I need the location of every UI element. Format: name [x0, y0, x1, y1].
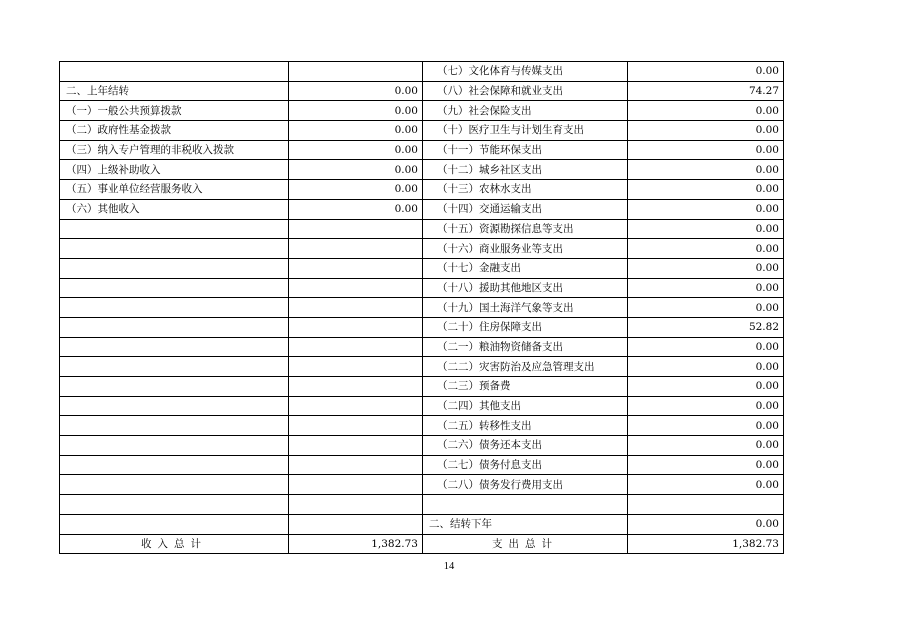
- income-amount-cell: [289, 278, 423, 298]
- expense-item-cell: （十五）资源勘探信息等支出: [423, 219, 628, 239]
- expense-amount-cell: 0.00: [628, 436, 784, 456]
- income-item-cell: 二、上年结转: [60, 81, 289, 101]
- table-row: [60, 180, 784, 200]
- expense-amount-cell: 0.00: [628, 258, 784, 278]
- expense-amount-cell: 0.00: [628, 101, 784, 121]
- income-amount-cell: [289, 239, 423, 259]
- income-amount-cell: [289, 416, 423, 436]
- expense-item-cell: （十一）节能环保支出: [423, 140, 628, 160]
- income-item-cell: [60, 62, 289, 82]
- income-item-cell: [60, 317, 289, 337]
- expense-amount-cell: 0.00: [628, 416, 784, 436]
- income-amount-cell: [289, 455, 423, 475]
- income-amount-cell: 0.00: [289, 180, 423, 200]
- expense-amount-cell: 0.00: [628, 337, 784, 357]
- table-row: [60, 278, 784, 298]
- income-item-cell: [60, 337, 289, 357]
- income-item-cell: [60, 436, 289, 456]
- income-item-cell: [60, 455, 289, 475]
- income-amount-cell: [289, 337, 423, 357]
- income-item-cell: [60, 258, 289, 278]
- table-row: [60, 377, 784, 397]
- income-amount-cell: [289, 495, 423, 515]
- income-item-cell: （三）纳入专户管理的非税收入拨款: [60, 140, 289, 160]
- table-row: [60, 160, 784, 180]
- income-item-cell: [60, 298, 289, 318]
- income-total-label: 收入总计: [60, 534, 289, 554]
- income-amount-cell: [289, 317, 423, 337]
- income-amount-cell: 0.00: [289, 199, 423, 219]
- table-row: [60, 101, 784, 121]
- expense-item-cell: （二四）其他支出: [423, 396, 628, 416]
- income-amount-cell: [289, 396, 423, 416]
- expense-item-cell: （十二）城乡社区支出: [423, 160, 628, 180]
- income-item-cell: （一）一般公共预算拨款: [60, 101, 289, 121]
- income-item-cell: （六）其他收入: [60, 199, 289, 219]
- table-row: [60, 298, 784, 318]
- table-row: [60, 475, 784, 495]
- expense-item-cell: （十六）商业服务业等支出: [423, 239, 628, 259]
- expense-amount-cell: 0.00: [628, 199, 784, 219]
- expense-amount-cell: 0.00: [628, 377, 784, 397]
- expense-item-cell: （十八）援助其他地区支出: [423, 278, 628, 298]
- table-row: [60, 62, 784, 82]
- expense-total-label: 支出总计: [423, 534, 628, 554]
- table-row: [60, 121, 784, 141]
- expense-amount-cell: 0.00: [628, 357, 784, 377]
- expense-item-cell: [423, 495, 628, 515]
- table-row: [60, 239, 784, 259]
- expense-amount-cell: 0.00: [628, 298, 784, 318]
- income-total-amount: 1,382.73: [289, 534, 423, 554]
- expense-item-cell: （九）社会保险支出: [423, 101, 628, 121]
- budget-table-body: [60, 62, 784, 554]
- expense-item-cell: （二八）债务发行费用支出: [423, 475, 628, 495]
- expense-item-cell: （十三）农林水支出: [423, 180, 628, 200]
- page-number: 14: [443, 561, 455, 572]
- table-row: [60, 514, 784, 534]
- income-amount-cell: [289, 298, 423, 318]
- income-amount-cell: [289, 436, 423, 456]
- expense-item-cell: （二六）债务还本支出: [423, 436, 628, 456]
- income-item-cell: （五）事业单位经营服务收入: [60, 180, 289, 200]
- expense-item-cell: （二三）预备费: [423, 377, 628, 397]
- income-amount-cell: 0.00: [289, 160, 423, 180]
- table-row: [60, 416, 784, 436]
- expense-item-cell: （十）医疗卫生与计划生育支出: [423, 121, 628, 141]
- income-amount-cell: [289, 475, 423, 495]
- table-row: [60, 396, 784, 416]
- income-item-cell: [60, 514, 289, 534]
- expense-amount-cell: 0.00: [628, 455, 784, 475]
- total-row: [60, 534, 784, 554]
- income-amount-cell: [289, 357, 423, 377]
- expense-amount-cell: 74.27: [628, 81, 784, 101]
- expense-item-cell: （二二）灾害防治及应急管理支出: [423, 357, 628, 377]
- table-row: [60, 495, 784, 515]
- income-item-cell: （四）上级补助收入: [60, 160, 289, 180]
- income-amount-cell: [289, 219, 423, 239]
- expense-amount-cell: 0.00: [628, 121, 784, 141]
- income-item-cell: [60, 278, 289, 298]
- table-row: [60, 436, 784, 456]
- table-row: [60, 337, 784, 357]
- expense-item-cell: （十四）交通运输支出: [423, 199, 628, 219]
- expense-item-cell: 二、结转下年: [423, 514, 628, 534]
- expense-item-cell: （二一）粮油物资储备支出: [423, 337, 628, 357]
- expense-amount-cell: 0.00: [628, 278, 784, 298]
- income-amount-cell: 0.00: [289, 101, 423, 121]
- table-row: [60, 455, 784, 475]
- income-amount-cell: 0.00: [289, 121, 423, 141]
- income-amount-cell: [289, 258, 423, 278]
- income-amount-cell: [289, 377, 423, 397]
- expense-amount-cell: 0.00: [628, 140, 784, 160]
- expense-amount-cell: 0.00: [628, 514, 784, 534]
- expense-item-cell: （二五）转移性支出: [423, 416, 628, 436]
- table-row: [60, 258, 784, 278]
- income-item-cell: [60, 219, 289, 239]
- income-item-cell: [60, 396, 289, 416]
- table-row: [60, 81, 784, 101]
- expense-amount-cell: 0.00: [628, 180, 784, 200]
- table-row: [60, 357, 784, 377]
- expense-item-cell: （八）社会保障和就业支出: [423, 81, 628, 101]
- income-item-cell: [60, 377, 289, 397]
- income-amount-cell: [289, 62, 423, 82]
- budget-table: [59, 61, 784, 554]
- expense-item-cell: （二十）住房保障支出: [423, 317, 628, 337]
- income-item-cell: [60, 239, 289, 259]
- expense-amount-cell: 52.82: [628, 317, 784, 337]
- expense-item-cell: （二七）债务付息支出: [423, 455, 628, 475]
- expense-item-cell: （十九）国土海洋气象等支出: [423, 298, 628, 318]
- expense-item-cell: （七）文化体育与传媒支出: [423, 62, 628, 82]
- table-row: [60, 219, 784, 239]
- expense-amount-cell: 0.00: [628, 475, 784, 495]
- table-row: [60, 317, 784, 337]
- income-item-cell: [60, 416, 289, 436]
- income-amount-cell: 0.00: [289, 81, 423, 101]
- table-row: [60, 140, 784, 160]
- table-row: [60, 199, 784, 219]
- income-item-cell: （二）政府性基金拨款: [60, 121, 289, 141]
- expense-amount-cell: 0.00: [628, 62, 784, 82]
- expense-amount-cell: 0.00: [628, 239, 784, 259]
- income-item-cell: [60, 495, 289, 515]
- expense-amount-cell: 0.00: [628, 160, 784, 180]
- expense-total-amount: 1,382.73: [628, 534, 784, 554]
- income-item-cell: [60, 475, 289, 495]
- expense-amount-cell: 0.00: [628, 396, 784, 416]
- expense-amount-cell: [628, 495, 784, 515]
- expense-amount-cell: 0.00: [628, 219, 784, 239]
- expense-item-cell: （十七）金融支出: [423, 258, 628, 278]
- income-item-cell: [60, 357, 289, 377]
- income-amount-cell: [289, 514, 423, 534]
- income-amount-cell: 0.00: [289, 140, 423, 160]
